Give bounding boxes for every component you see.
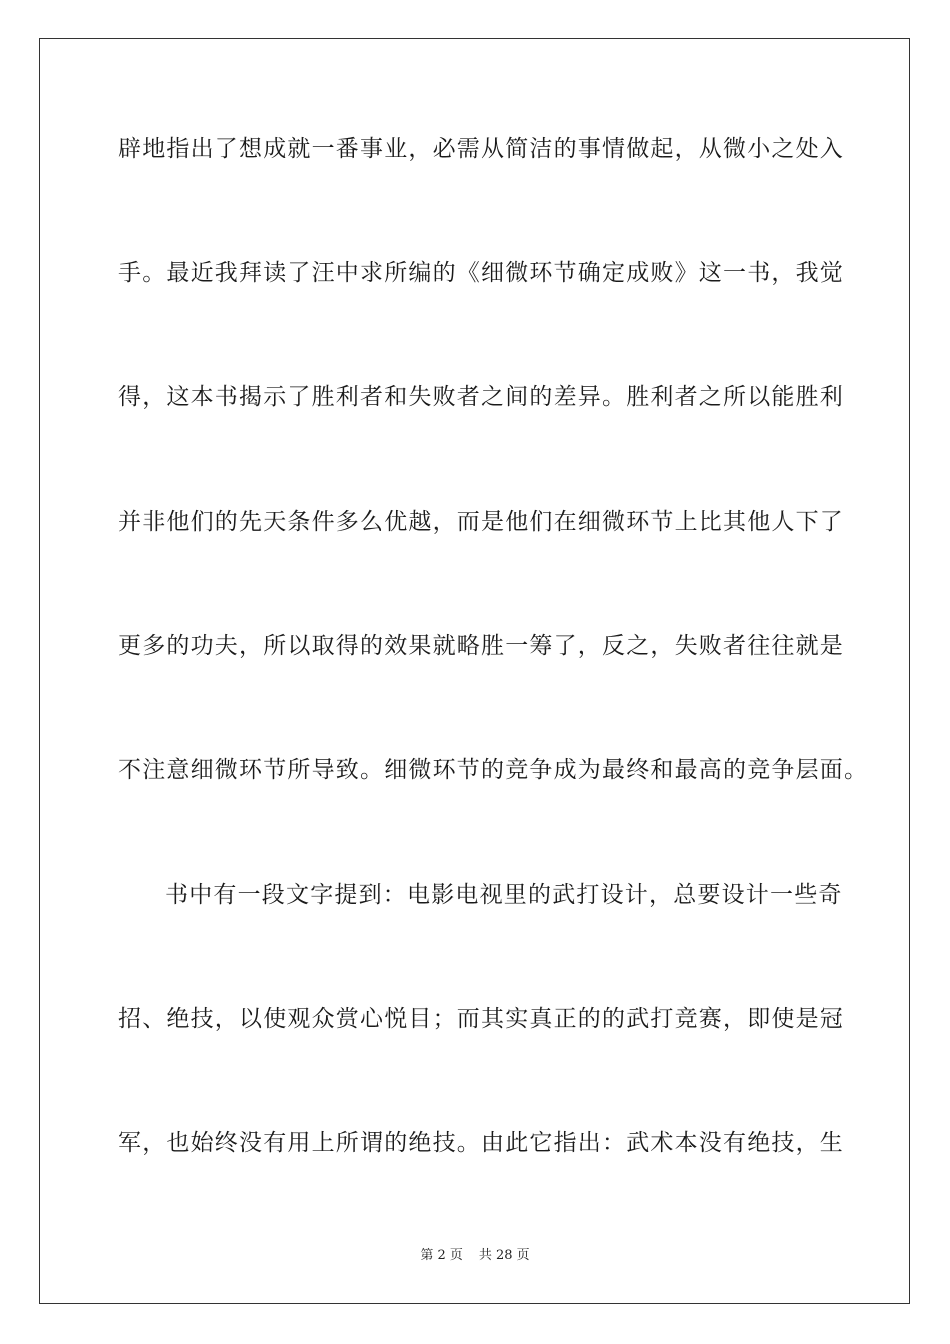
- text-line: 得，这本书揭示了胜利者和失败者之间的差异。胜利者之所以能胜利: [118, 384, 844, 410]
- page-number: 第 2 页: [420, 1248, 463, 1263]
- text-line: 军，也始终没有用上所谓的绝技。由此它指出：武术本没有绝技，生: [118, 1130, 844, 1156]
- page-frame: [39, 38, 910, 1304]
- text-line: 辟地指出了想成就一番事业，必需从简洁的事情做起，从微小之处入: [118, 136, 844, 162]
- paragraph-first-line: 书中有一段文字提到：电影电视里的武打设计，总要设计一些奇: [165, 882, 843, 908]
- page-total: 共 28 页: [478, 1248, 530, 1263]
- text-line: 更多的功夫，所以取得的效果就略胜一筹了，反之，失败者往往就是: [118, 633, 844, 659]
- text-line: 不注意细微环节所导致。细微环节的竞争成为最终和最高的竞争层面。: [118, 757, 869, 783]
- text-line: 并非他们的先天条件多么优越，而是他们在细微环节上比其他人下了: [118, 509, 844, 535]
- page-footer: [0, 1248, 950, 1264]
- text-line: 招、绝技，以使观众赏心悦目；而其实真正的的武打竞赛，即使是冠: [118, 1006, 844, 1032]
- text-line: 手。最近我拜读了汪中求所编的《细微环节确定成败》这一书，我觉: [118, 260, 844, 286]
